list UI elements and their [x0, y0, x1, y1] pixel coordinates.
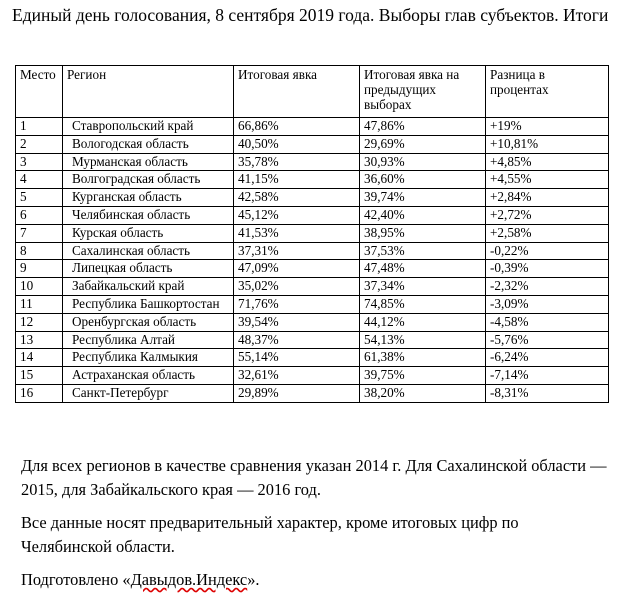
table-row [16, 153, 609, 171]
cell-region: Республика Башкортостан [63, 295, 234, 313]
cell-region: Оренбургская область [63, 313, 234, 331]
cell-turnout: 29,89% [234, 384, 360, 402]
cell-turnout: 37,31% [234, 242, 360, 260]
cell-previous-turnout: 39,74% [360, 189, 486, 207]
table-row [16, 278, 609, 296]
cell-previous-turnout: 54,13% [360, 331, 486, 349]
cell-place: 15 [16, 367, 63, 385]
cell-previous-turnout: 29,69% [360, 135, 486, 153]
table-row [16, 224, 609, 242]
cell-previous-turnout: 47,48% [360, 260, 486, 278]
cell-place: 2 [16, 135, 63, 153]
cell-region: Республика Калмыкия [63, 349, 234, 367]
cell-previous-turnout: 38,95% [360, 224, 486, 242]
cell-region: Липецкая область [63, 260, 234, 278]
cell-place: 14 [16, 349, 63, 367]
cell-previous-turnout: 42,40% [360, 206, 486, 224]
cell-turnout: 66,86% [234, 118, 360, 136]
cell-region: Мурманская область [63, 153, 234, 171]
table-row [16, 349, 609, 367]
cell-region: Ставропольский край [63, 118, 234, 136]
cell-difference: -7,14% [486, 367, 609, 385]
cell-turnout: 35,78% [234, 153, 360, 171]
cell-difference: -3,09% [486, 295, 609, 313]
cell-turnout: 42,58% [234, 189, 360, 207]
table-header-row [16, 66, 609, 118]
cell-turnout: 40,50% [234, 135, 360, 153]
cell-previous-turnout: 37,53% [360, 242, 486, 260]
cell-turnout: 39,54% [234, 313, 360, 331]
cell-previous-turnout: 39,75% [360, 367, 486, 385]
cell-region: Вологодская область [63, 135, 234, 153]
cell-turnout: 32,61% [234, 367, 360, 385]
cell-place: 16 [16, 384, 63, 402]
cell-difference: -4,58% [486, 313, 609, 331]
cell-difference: +2,84% [486, 189, 609, 207]
cell-turnout: 41,15% [234, 171, 360, 189]
table-row [16, 331, 609, 349]
cell-difference: +2,72% [486, 206, 609, 224]
cell-difference: +10,81% [486, 135, 609, 153]
cell-turnout: 55,14% [234, 349, 360, 367]
cell-place: 8 [16, 242, 63, 260]
header-previous-turnout: Итоговая явка на предыдущих выборах [360, 66, 486, 118]
cell-turnout: 71,76% [234, 295, 360, 313]
table-row [16, 171, 609, 189]
table-row [16, 242, 609, 260]
cell-turnout: 48,37% [234, 331, 360, 349]
table-row [16, 189, 609, 207]
prepared-prefix: Подготовлено « [21, 570, 131, 589]
cell-previous-turnout: 38,20% [360, 384, 486, 402]
table-row [16, 313, 609, 331]
results-table [15, 65, 609, 403]
cell-place: 3 [16, 153, 63, 171]
cell-place: 11 [16, 295, 63, 313]
page-title: Единый день голосования, 8 сентября 2019 года. Выборы глав субъектов. Итоги [12, 5, 609, 25]
cell-turnout: 41,53% [234, 224, 360, 242]
cell-difference: -2,32% [486, 278, 609, 296]
header-region: Регион [63, 66, 234, 118]
header-turnout: Итоговая явка [234, 66, 360, 118]
cell-previous-turnout: 36,60% [360, 171, 486, 189]
cell-place: 9 [16, 260, 63, 278]
cell-place: 1 [16, 118, 63, 136]
cell-difference: -5,76% [486, 331, 609, 349]
prepared-org-link[interactable]: Давыдов.Индекс [130, 570, 248, 589]
cell-difference: +4,55% [486, 171, 609, 189]
cell-previous-turnout: 37,34% [360, 278, 486, 296]
prepared-suffix: ». [247, 570, 260, 589]
cell-difference: -0,39% [486, 260, 609, 278]
cell-difference: +19% [486, 118, 609, 136]
cell-previous-turnout: 30,93% [360, 153, 486, 171]
cell-turnout: 35,02% [234, 278, 360, 296]
cell-region: Челябинская область [63, 206, 234, 224]
cell-difference: +4,85% [486, 153, 609, 171]
cell-region: Республика Алтай [63, 331, 234, 349]
cell-difference: +2,58% [486, 224, 609, 242]
table-body [16, 118, 609, 403]
header-difference: Разница в процентах [486, 66, 609, 118]
cell-place: 12 [16, 313, 63, 331]
cell-place: 7 [16, 224, 63, 242]
note-comparison: Для всех регионов в качестве сравнения указан 2014 г. Для Сахалинской области — 2015, для Забайкальского края — 2016 год. [21, 456, 607, 499]
cell-previous-turnout: 61,38% [360, 349, 486, 367]
table-row [16, 367, 609, 385]
cell-region: Сахалинская область [63, 242, 234, 260]
cell-previous-turnout: 47,86% [360, 118, 486, 136]
table-row [16, 206, 609, 224]
table-row [16, 295, 609, 313]
cell-difference: -0,22% [486, 242, 609, 260]
header-place: Место [16, 66, 63, 118]
cell-turnout: 45,12% [234, 206, 360, 224]
table-row [16, 260, 609, 278]
cell-place: 5 [16, 189, 63, 207]
cell-region: Волгоградская область [63, 171, 234, 189]
cell-previous-turnout: 44,12% [360, 313, 486, 331]
cell-region: Курская область [63, 224, 234, 242]
cell-place: 4 [16, 171, 63, 189]
note-prepared [21, 568, 611, 592]
table-row [16, 135, 609, 153]
cell-turnout: 47,09% [234, 260, 360, 278]
cell-region: Астраханская область [63, 367, 234, 385]
cell-region: Санкт-Петербург [63, 384, 234, 402]
table-row [16, 384, 609, 402]
cell-difference: -8,31% [486, 384, 609, 402]
cell-place: 6 [16, 206, 63, 224]
cell-difference: -6,24% [486, 349, 609, 367]
cell-region: Курганская область [63, 189, 234, 207]
cell-region: Забайкальский край [63, 278, 234, 296]
cell-previous-turnout: 74,85% [360, 295, 486, 313]
note-preliminary: Все данные носят предварительный характер, кроме итоговых цифр по Челябинской области. [21, 513, 519, 556]
cell-place: 13 [16, 331, 63, 349]
table-row [16, 118, 609, 136]
cell-place: 10 [16, 278, 63, 296]
